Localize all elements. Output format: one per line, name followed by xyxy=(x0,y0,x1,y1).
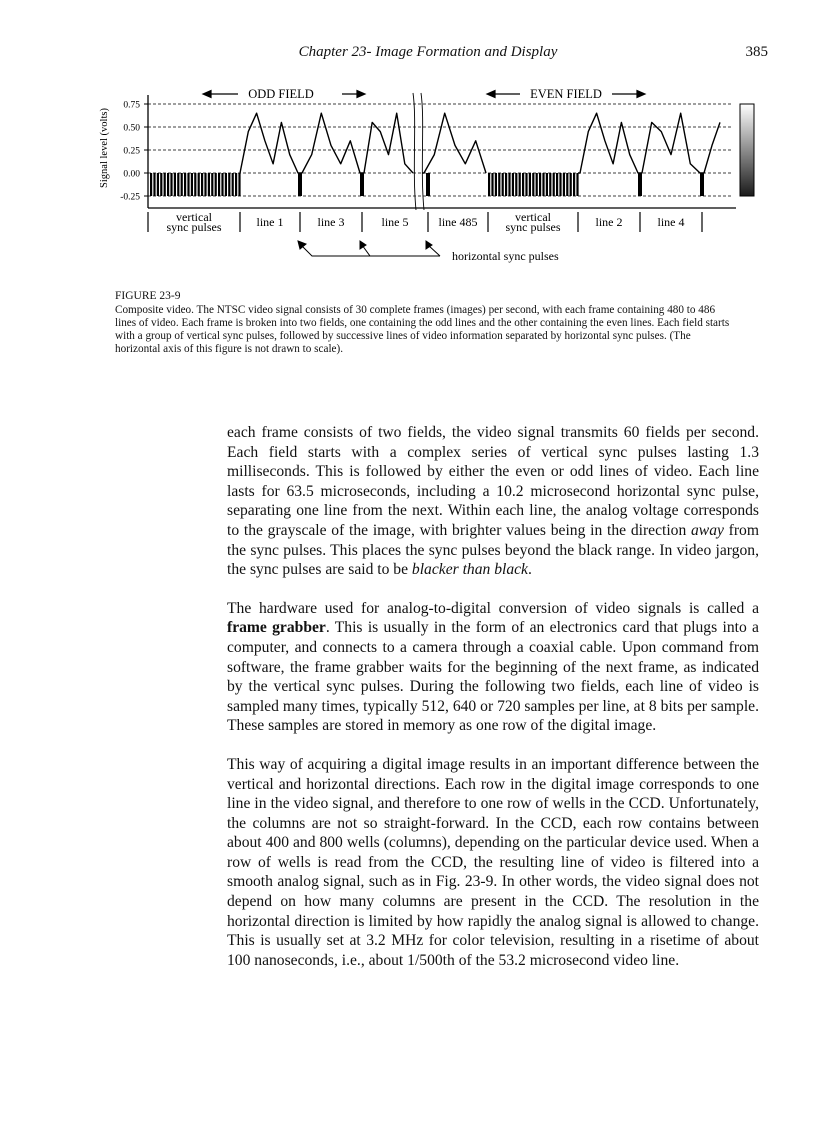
segment-label: line 4 xyxy=(657,215,685,229)
vertical-sync-pulse xyxy=(539,173,541,196)
hsync-pointer-arrows xyxy=(298,241,440,256)
segment-label: sync pulses xyxy=(505,220,561,234)
vertical-sync-pulse xyxy=(515,173,517,196)
segment-labels xyxy=(148,210,702,234)
vertical-sync-pulse xyxy=(170,173,172,196)
vertical-sync-pulse xyxy=(174,173,176,196)
vertical-sync-pulse xyxy=(228,173,230,196)
vertical-sync-pulse xyxy=(225,173,227,196)
p1-emphasis-away: away xyxy=(691,521,724,539)
body-text xyxy=(227,423,759,989)
odd-field-label: ODD FIELD xyxy=(248,87,314,101)
y-tick-label: -0.25 xyxy=(120,192,140,203)
horizontal-sync-pulse xyxy=(360,173,364,196)
vertical-sync-pulse xyxy=(570,173,572,196)
figure-label: FIGURE 23-9 xyxy=(115,290,181,302)
vertical-sync-pulse xyxy=(532,173,534,196)
vertical-sync-pulse xyxy=(208,173,210,196)
vertical-sync-pulse xyxy=(204,173,206,196)
y-tick-label: 0.25 xyxy=(123,146,140,157)
vertical-sync-pulse xyxy=(549,173,551,196)
vertical-sync-pulse xyxy=(522,173,524,196)
horizontal-sync-marks xyxy=(298,173,704,196)
horizontal-sync-pulse xyxy=(700,173,704,196)
figure-caption xyxy=(115,290,735,356)
segment-label: line 3 xyxy=(317,215,345,229)
vertical-sync-pulse xyxy=(525,173,527,196)
y-tick-label: 0.75 xyxy=(123,100,140,111)
vertical-sync-pulse xyxy=(502,173,504,196)
vertical-sync-pulse xyxy=(566,173,568,196)
segment-label: line 1 xyxy=(256,215,284,229)
vertical-sync-pulse xyxy=(211,173,213,196)
vertical-sync-pulse xyxy=(536,173,538,196)
p2-text-b: . This is usually in the form of an electronics card that plugs into a computer, and connects to a camera through a coaxial cable. Upon command from software, the frame grabber waits for the beginning of the next frame, as indicated by the vertical sync pulses. During the following two fields, each line of video is sampled many times, typically 512, 640 or 720 samples per line, at 8 bits per sample. These samples are stored in memory as one row of the digital image. xyxy=(227,619,759,735)
vertical-sync-pulse xyxy=(218,173,220,196)
vertical-sync-pulse xyxy=(201,173,203,196)
p1-text-b: from the sync pulses. This places the sync pulses beyond the black range. In video jargon, the sync pulses are said to be xyxy=(227,521,759,579)
segment-label: sync pulses xyxy=(166,220,222,234)
vertical-sync-pulse xyxy=(184,173,186,196)
vertical-sync-pulse xyxy=(194,173,196,196)
p2-text-a: The hardware used for analog-to-digital conversion of video signals is called a xyxy=(227,599,759,617)
even-field-label: EVEN FIELD xyxy=(530,87,602,101)
p1-text-c: . xyxy=(527,561,532,579)
segment-label: vertical xyxy=(515,210,551,224)
horizontal-sync-pulse xyxy=(426,173,430,196)
vertical-sync-pulse xyxy=(576,173,578,196)
page-number: 385 xyxy=(745,44,768,60)
vertical-sync-pulse xyxy=(164,173,166,196)
p1-text-a: each frame consists of two fields, the video signal transmits 60 fields per second. Each field starts with a complex series of vertical sync pulses lasting 1.3 milliseconds. This is followed by either the even or odd lines of video. Each line lasts for 63.5 microseconds, including a 10.2 microsecond horizontal sync pulse, separating one line from the next. Within each line, the analog voltage corresponds to the grayscale of the image, with brighter values being in the direction xyxy=(227,424,759,539)
segment-label: line 5 xyxy=(381,215,409,229)
vertical-sync-pulse xyxy=(215,173,217,196)
p1-emphasis-blacker: blacker than black xyxy=(411,561,528,579)
y-axis-label: Signal level (volts) xyxy=(99,108,110,188)
vertical-sync-pulse xyxy=(556,173,558,196)
vertical-sync-pulse xyxy=(160,173,162,196)
vertical-sync-pulse xyxy=(191,173,193,196)
horizontal-sync-label: horizontal sync pulses xyxy=(452,249,559,263)
vertical-sync-pulse xyxy=(157,173,159,196)
vertical-sync-pulse xyxy=(177,173,179,196)
vertical-sync-pulse xyxy=(546,173,548,196)
paragraph-3: This way of acquiring a digital image results in an important difference between the vertical and horizontal directions. Each row in the digital image corresponds to one line in the video signal, and therefore to one row of wells in the CCD. Unfortunately, the columns are not so straight-forward. In the CCD, each row contains between about 400 and 800 wells (columns), depending on the particular device used. When a row of wells is read from the CCD, the resulting line of video is filtered into a smooth analog signal, such as in Fig. 23-9. In other words, the video signal does not depend on how many columns are present in the CCD. The resolution in the horizontal direction is limited by how rapidly the analog signal is allowed to change. This is usually set at 3.2 MHz for color television, resulting in a risetime of about 100 nanoseconds, i.e., about 1/500th of the 53.2 microsecond video line. xyxy=(227,755,759,969)
vertical-sync-pulse xyxy=(553,173,555,196)
vertical-sync-pulse xyxy=(505,173,507,196)
vertical-sync-pulse xyxy=(238,173,240,196)
caption-text: Composite video. The NTSC video signal consists of 30 complete frames (images) per second, with each frame containing 480 to 486 lines of video. Each frame is broken into two fields, one containing the odd lines and the other containing the even lines. Each field starts with a group of vertical sync pulses, followed by successive lines of video information separated by horizontal sync pulses. (The horizontal axis of this figure is not drawn to scale). xyxy=(115,304,730,355)
vertical-sync-pulse xyxy=(488,173,490,196)
vertical-sync-pulse xyxy=(181,173,183,196)
vertical-sync-pulse xyxy=(519,173,521,196)
vertical-sync-pulse xyxy=(495,173,497,196)
horizontal-sync-pulse xyxy=(298,173,302,196)
y-tick-label: 0.50 xyxy=(123,123,140,134)
vertical-sync-pulse xyxy=(559,173,561,196)
paragraph-2 xyxy=(227,599,759,736)
vertical-sync-pulse xyxy=(198,173,200,196)
vertical-sync-pulse xyxy=(529,173,531,196)
vertical-sync-pulse xyxy=(491,173,493,196)
vertical-sync-pulses xyxy=(150,173,579,196)
axis-break-marks xyxy=(413,93,424,210)
segment-label: line 2 xyxy=(595,215,623,229)
horizontal-sync-pulse xyxy=(638,173,642,196)
vertical-sync-pulse xyxy=(508,173,510,196)
vertical-sync-pulse xyxy=(563,173,565,196)
segment-label: line 485 xyxy=(438,215,478,229)
vertical-sync-pulse xyxy=(221,173,223,196)
p2-term-frame-grabber: frame grabber xyxy=(227,619,326,637)
vertical-sync-pulse xyxy=(573,173,575,196)
grayscale-bar xyxy=(740,104,754,196)
composite-video-figure xyxy=(0,0,816,290)
vertical-sync-pulse xyxy=(153,173,155,196)
vertical-sync-pulse xyxy=(498,173,500,196)
vertical-sync-pulse xyxy=(187,173,189,196)
composite-video-waveform xyxy=(240,113,720,173)
vertical-sync-pulse xyxy=(512,173,514,196)
paragraph-1 xyxy=(227,423,759,580)
vertical-sync-pulse xyxy=(167,173,169,196)
y-tick-label: 0.00 xyxy=(123,169,140,180)
vertical-sync-pulse xyxy=(542,173,544,196)
segment-label: vertical xyxy=(176,210,212,224)
vertical-sync-pulse xyxy=(232,173,234,196)
chapter-title: Chapter 23- Image Formation and Display xyxy=(298,44,558,60)
vertical-sync-pulse xyxy=(235,173,237,196)
vertical-sync-pulse xyxy=(150,173,152,196)
